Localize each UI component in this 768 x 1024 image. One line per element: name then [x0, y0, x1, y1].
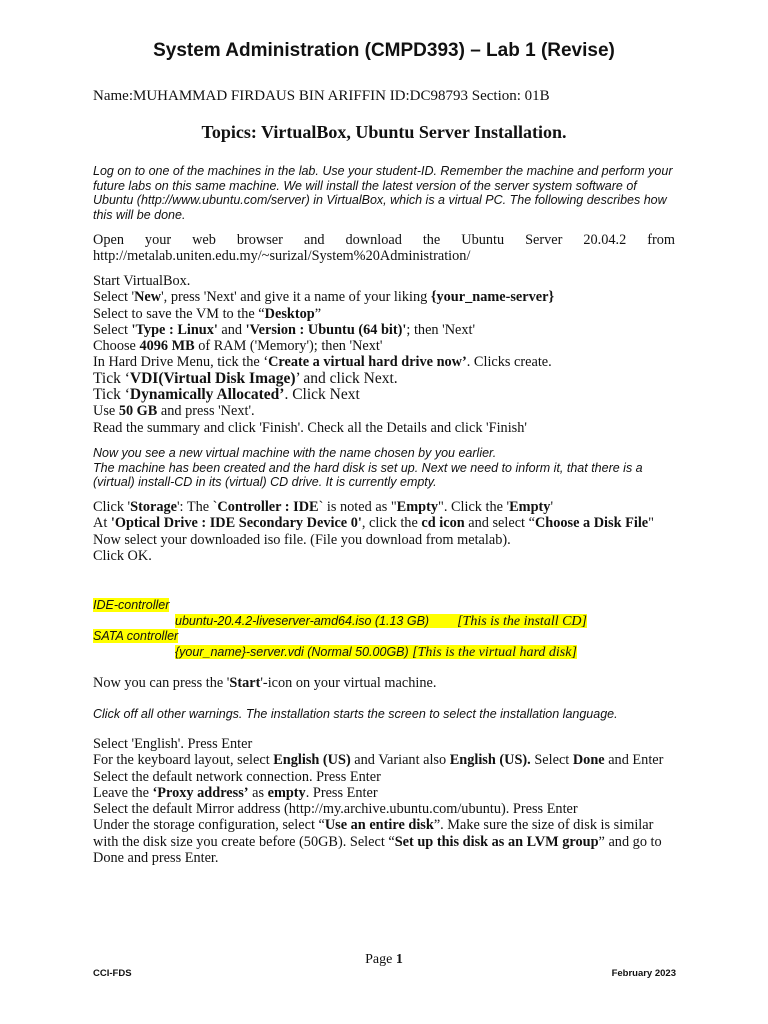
- step-new-vm: Select 'New', press 'Next' and give it a name of your liking {your_name-server}: [93, 289, 555, 306]
- step-dynamic: Tick ‘Dynamically Allocated’. Click Next: [93, 386, 360, 404]
- step-save-location: Select to save the VM to the “Desktop”: [93, 305, 322, 322]
- vm-setup-steps: [93, 273, 675, 436]
- footer-date: February 2023: [611, 968, 676, 979]
- page-number: Page 1: [365, 952, 403, 967]
- install-keyboard: For the keyboard layout, select English (US) and Variant also English (US). Select Done and Enter: [93, 752, 664, 769]
- storage-select-iso: Now select your downloaded iso file. (File you download from metalab).: [93, 531, 511, 548]
- storage-steps: [93, 499, 675, 564]
- start-vm-line: Now you can press the 'Start'-icon on your virtual machine.: [93, 675, 437, 691]
- highlight-sata: SATA controller: [93, 629, 179, 643]
- storage-click: Click 'Storage': The `Controller : IDE` is noted as "Empty". Click the 'Empty': [93, 499, 554, 515]
- vm-created-note: [93, 446, 675, 490]
- step-disk-size: Use 50 GB and press 'Next'.: [93, 403, 255, 420]
- footer-left-label: CCI-FDS: [93, 968, 132, 979]
- highlight-vdi: {your_name}-server.vdi (Normal 50.00GB) [This is the virtual hard disk]: [175, 645, 577, 660]
- step-start-virtualbox: Start VirtualBox.: [93, 273, 191, 289]
- step-memory: Choose 4096 MB of RAM ('Memory'); then 'Next': [93, 338, 383, 355]
- step-hard-drive: In Hard Drive Menu, tick the ‘Create a virtual hard drive now’. Clicks create.: [93, 354, 552, 371]
- storage-click-ok: Click OK.: [93, 547, 152, 564]
- step-vdi: Tick ‘VDI(Virtual Disk Image)’ and click Next.: [93, 369, 398, 387]
- student-info: Name:MUHAMMAD FIRDAUS BIN ARIFFIN ID:DC98793 Section: 01B: [93, 88, 550, 104]
- note-line: Now you see a new virtual machine with the name chosen by you earlier.: [93, 446, 497, 460]
- storage-optical-drive: At 'Optical Drive : IDE Secondary Device 0', click the cd icon and select “Choose a Disk File": [93, 515, 654, 532]
- note-line: The machine has been created and the hard disk is set up. Next we need to inform it, that there is a (virtual) install-CD in its (virtual) CD drive. It is currently empty.: [93, 460, 643, 490]
- highlight-iso: ubuntu-20.4.2-liveserver-amd64.iso (1.13 GB) [This is the install CD]: [175, 614, 587, 629]
- page-title: System Administration (CMPD393) – Lab 1 (Revise): [153, 40, 615, 61]
- topics-heading: Topics: VirtualBox, Ubuntu Server Installation.: [201, 122, 567, 142]
- step-finish: Read the summary and click 'Finish'. Check all the Details and click 'Finish': [93, 419, 527, 436]
- download-paragraph: Open your web browser and download the Ubuntu Server 20.04.2 from http://metalab.uniten.edu.my/~surizal/System%20Administration/: [93, 232, 675, 265]
- install-storage: Under the storage configuration, select “Use an entire disk”. Make sure the size of disk is similar with the disk size you create before (50GB). Select “Set up this disk as an LVM group” and go to Done and press Enter.: [93, 817, 662, 867]
- install-mirror: Select the default Mirror address (http://my.archive.ubuntu.com/ubuntu). Press Enter: [93, 801, 578, 818]
- install-language: Select 'English'. Press Enter: [93, 736, 253, 752]
- highlight-ide: IDE-controller: [93, 598, 170, 612]
- step-type-version: Select 'Type : Linux' and 'Version : Ubuntu (64 bit)'; then 'Next': [93, 321, 476, 338]
- intro-paragraph: Log on to one of the machines in the lab. Use your student-ID. Remember the machine and perform your future labs on this same machine. We will install the latest version of the server system software of Ubuntu (http://www.ubuntu.com/server) in VirtualBox, which is a virtual PC. The following describes how this will be done.: [93, 164, 673, 222]
- install-proxy: Leave the ‘Proxy address’ as empty. Press Enter: [93, 784, 378, 801]
- install-network: Select the default network connection. Press Enter: [93, 768, 381, 785]
- warnings-note: Click off all other warnings. The installation starts the screen to select the installation language.: [93, 707, 618, 721]
- install-steps: [93, 736, 675, 866]
